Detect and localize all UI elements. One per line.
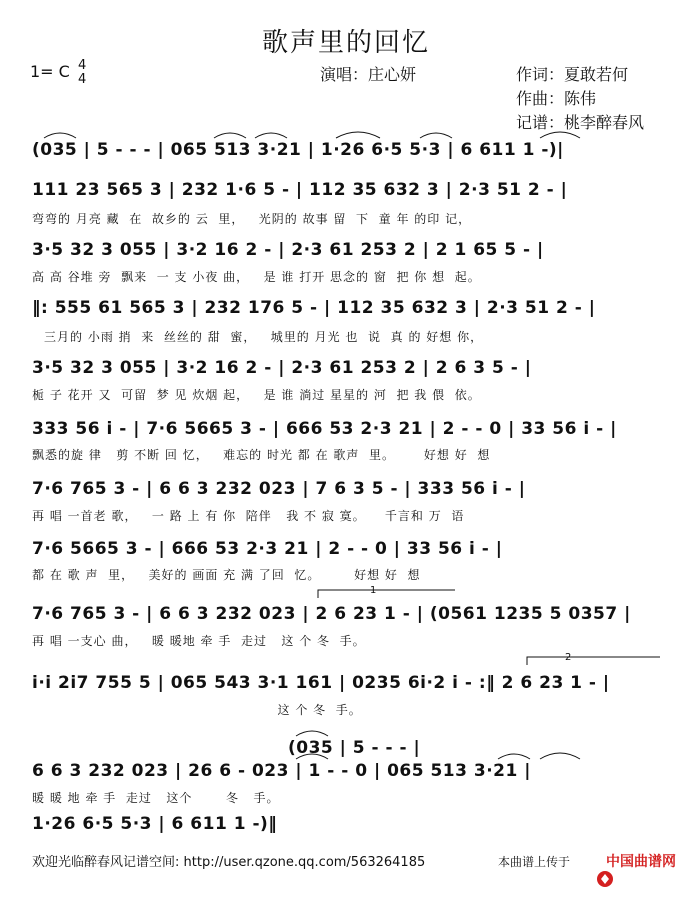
- slur-mark: [336, 132, 380, 138]
- slur-mark: [255, 133, 287, 138]
- score-row-13-notes: 1·26 6·5 5·3 | 6 611 1 -)‖: [32, 814, 278, 834]
- score-row-12-notes: 6 6 3 232 023 | 26 6 - 023 | 1 - - 0 | 065 513 3·21 |: [32, 761, 531, 781]
- score-row-1-notes: (035 | 5 - - - | 065 513 3·21 | 1·26 6·5 5·3 | 6 611 1 -)|: [32, 140, 564, 160]
- score-row-3-notes: 3·5 32 3 055 | 3·2 16 2 - | 2·3 61 253 2 | 2 1 65 5 - |: [32, 240, 544, 260]
- score-row-8-lyrics: 都 在 歌 声 里， 美好的 画面 充 满 了回 忆。 好想 好 想: [32, 568, 421, 582]
- site-logo[interactable]: [586, 849, 688, 871]
- volta-2-label: 2: [565, 652, 572, 663]
- score-row-11-notes: (035 | 5 - - - |: [288, 738, 421, 758]
- footer-link-text[interactable]: 欢迎光临醉春风记谱空间: http://user.qzone.qq.com/563264185: [32, 855, 426, 870]
- logo-icon: [596, 868, 692, 890]
- slur-mark: [214, 133, 246, 138]
- score-row-4-lyrics: 三月的 小雨 捎 来 丝丝的 甜 蜜， 城里的 月光 也 说 真 的 好想 你，: [44, 330, 484, 344]
- score-row-10-notes: i·i 2i7 755 5 | 065 543 3·1 161 | 0235 6i·2 i - :‖ 2 6 23 1 - |: [32, 673, 610, 693]
- composer-credit: 作曲：陈伟: [516, 89, 597, 108]
- score-row-5-notes: 3·5 32 3 055 | 3·2 16 2 - | 2·3 61 253 2 | 2 6 3 5 - |: [32, 358, 532, 378]
- score-row-9-notes: 7·6 765 3 - | 6 6 3 232 023 | 2 6 23 1 - | (0561 1235 5 0357 |: [32, 604, 631, 624]
- score-row-9-lyrics: 再 唱 一支心 曲， 暖 暖地 牵 手 走过 这 个 冬 手。: [32, 634, 366, 648]
- score-row-2-notes: 111 23 565 3 | 232 1·6 5 - | 112 35 632 3 | 2·3 51 2 - |: [32, 180, 568, 200]
- slur-mark: [420, 133, 452, 138]
- time-signature-bottom: 4: [78, 72, 87, 87]
- score-row-7-lyrics: 再 唱 一首老 歌， 一 路 上 有 你 陪伴 我 不 寂 寞。 千言和 万 语: [32, 509, 465, 523]
- score-row-8-notes: 7·6 5665 3 - | 666 53 2·3 21 | 2 - - 0 | 33 56 i - |: [32, 539, 503, 559]
- slur-mark: [44, 133, 76, 138]
- volta-1-bracket: [318, 590, 455, 598]
- singer-credit: 演唱：庄心妍: [320, 65, 417, 84]
- score-row-12-lyrics: 暖 暖 地 牵 手 走过 这个 冬 手。: [32, 791, 280, 805]
- slur-mark: [296, 731, 328, 736]
- key-signature: 1= C: [30, 62, 70, 81]
- time-signature-top: 4: [78, 58, 87, 73]
- volta-2-bracket: [527, 657, 660, 665]
- score-row-7-notes: 7·6 765 3 - | 6 6 3 232 023 | 7 6 3 5 - | 333 56 i - |: [32, 479, 526, 499]
- page-title: 歌声里的回忆: [261, 28, 430, 58]
- score-row-4-notes: ‖: 555 61 565 3 | 232 176 5 - | 112 35 632 3 | 2·3 51 2 - |: [32, 298, 596, 318]
- slur-mark: [498, 754, 530, 759]
- lyricist-credit: 作词：夏敢若何: [516, 65, 629, 84]
- score-row-2-lyrics: 弯弯的 月亮 藏 在 故乡的 云 里， 光阴的 故事 留 下 童 年 的印 记，: [32, 212, 472, 226]
- score-row-6-lyrics: 飘悉的旋 律 剪 不断 回 忆， 难忘的 时光 都 在 歌声 里。 好想 好 想: [32, 448, 491, 462]
- score-row-10-lyrics: 这 个 冬 手。: [32, 703, 362, 717]
- score-row-3-lyrics: 高 高 谷堆 旁 飘来 一 支 小夜 曲， 是 谁 打开 思念的 窗 把 你 想 起。: [32, 270, 481, 284]
- logo-text: 中国曲谱网: [606, 854, 676, 870]
- score-row-6-notes: 333 56 i - | 7·6 5665 3 - | 666 53 2·3 21 | 2 - - 0 | 33 56 i - |: [32, 419, 617, 439]
- slur-mark: [540, 753, 580, 759]
- transcriber-credit: 记谱：桃李醉春风: [516, 113, 645, 132]
- footer-upload-text: 本曲谱上传于: [498, 855, 571, 869]
- score-row-5-lyrics: 栀 子 花开 又 可留 梦 见 炊烟 起， 是 谁 淌过 星星的 河 把 我 偎 依。: [32, 388, 481, 402]
- volta-1-label: 1: [370, 585, 377, 596]
